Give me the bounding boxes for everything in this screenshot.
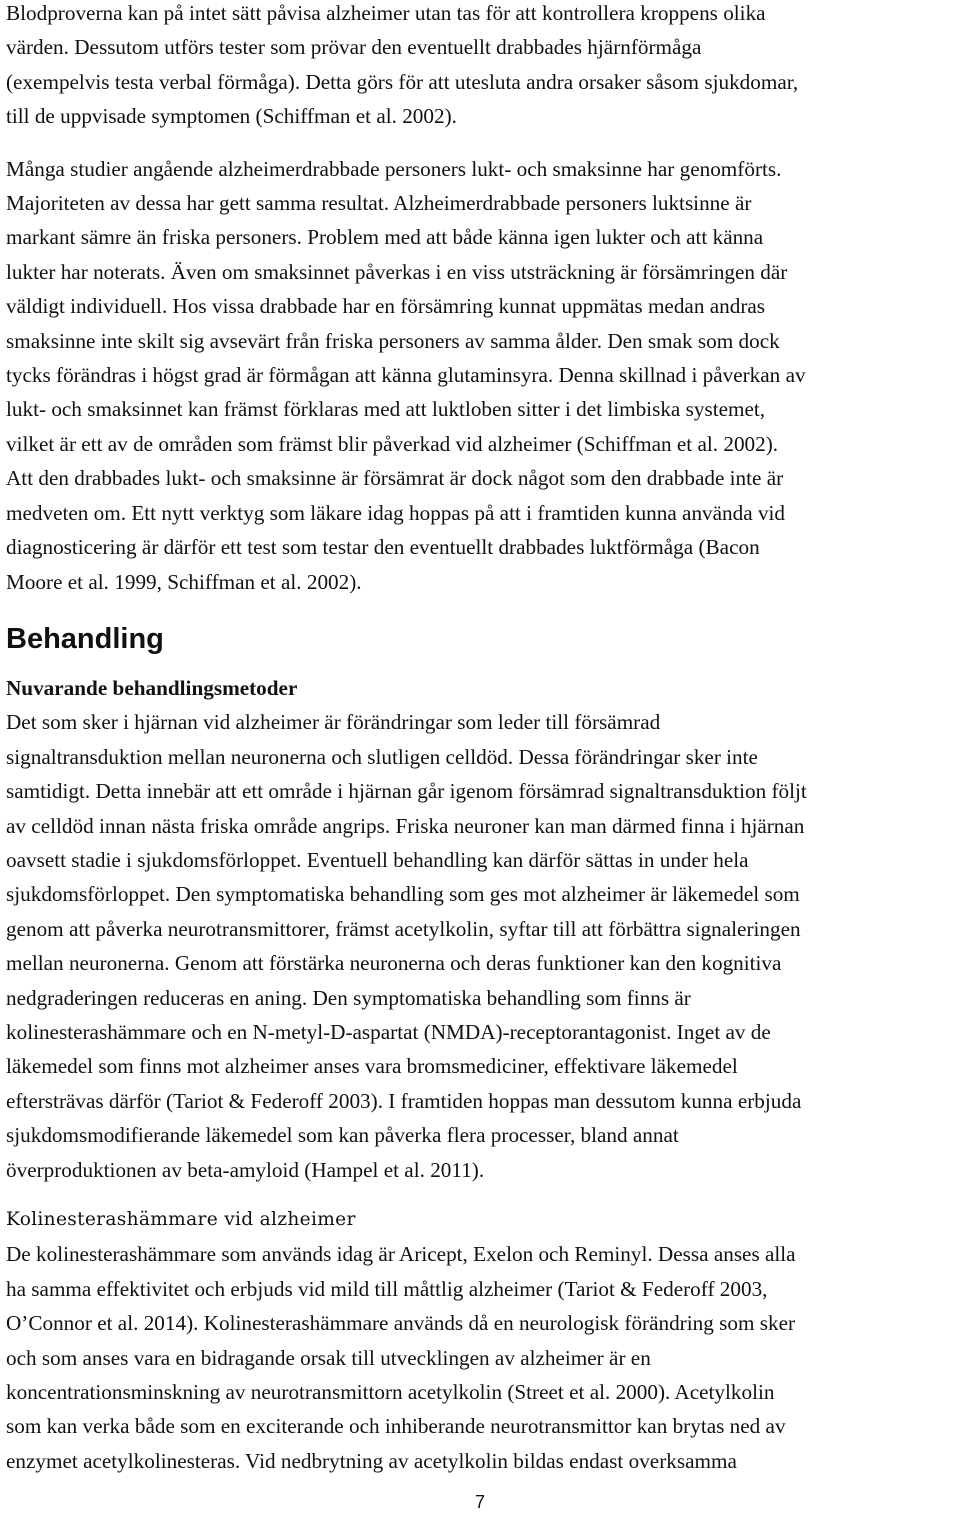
text-line: vilket är ett av de områden som främst blir påverkad vid alzheimer (Schiffman et al. 2002). [6,431,779,456]
text-line: som kan verka både som en exciterande och inhiberande neurotransmittor kan brytas ned av [6,1414,786,1439]
text-line: genom att påverka neurotransmittorer, främst acetylkolin, syftar till att förbättra signaleringen [6,916,801,941]
section-heading: Behandling [6,622,164,655]
text-line: lukt- och smaksinnet kan främst förklaras med att luktloben sitter i det limbiska systemet, [6,397,766,422]
page-number: 7 [474,1492,485,1512]
text-line: läkemedel som finns mot alzheimer anses vara bromsmediciner, effektivare läkemedel [6,1054,738,1079]
text-line: Majoriteten av dessa har gett samma resultat. Alzheimerdrabbade personers luktsinne är [6,191,752,216]
text-line: De kolinesterashämmare som används idag är Aricept, Exelon och Reminyl. Dessa anses alla [6,1242,796,1267]
text-line: eftersträvas därför (Tariot & Federoff 2003). I framtiden hoppas man dessutom kunna erbjuda [6,1088,802,1113]
current-methods-paragraph [6,705,956,1187]
text-line: oavsett stadie i sjukdomsförloppet. Eventuell behandling kan därför sättas in under hela [6,847,749,872]
text-line: kolinesterashämmare och en N-metyl-D-aspartat (NMDA)-receptorantagonist. Inget av de [6,1019,771,1044]
text-line: väldigt individuell. Hos vissa drabbade har en försämring kunnat uppmätas medan andras [6,294,766,319]
text-line: ha samma effektivitet och erbjuds vid mild till måttlig alzheimer (Tariot & Federoff 2003, [6,1276,768,1301]
text-line: Blodproverna kan på intet sätt påvisa alzheimer utan tas för att kontrollera kroppens olika [6,1,766,25]
text-line: lukter har noterats. Även om smaksinnet påverkas i en viss utsträckning är försämringen där [6,259,788,284]
intro-paragraph [6,0,956,134]
text-line: markant sämre än friska personers. Problem med att både känna igen lukter och att känna [6,225,764,250]
text-line: enzymet acetylkolinesteras. Vid nedbrytning av acetylkolin bildas endast overksamma [6,1448,737,1473]
text-line: överproduktionen av beta-amyloid (Hampel et al. 2011). [6,1157,485,1182]
text-line: Det som sker i hjärnan vid alzheimer är förändringar som leder till försämrad [6,710,661,735]
text-line: och som anses vara en bidragande orsak till utvecklingen av alzheimer är en [6,1345,651,1370]
smell-taste-paragraph [6,152,956,599]
text-line: tycks förändras i högst grad är förmågan att känna glutaminsyra. Denna skillnad i påverkan av [6,363,806,388]
text-line: till de uppvisade symptomen (Schiffman et al. 2002). [6,104,457,129]
text-line: Många studier angående alzheimerdrabbade personers lukt- och smaksinne har genomförts. [6,156,782,181]
subsubsection-heading: Kolinesterashämmare vid alzheimer [6,1209,356,1230]
text-line: mellan neuronerna. Genom att förstärka neuronerna och deras funktioner kan den kognitiva [6,951,782,976]
text-line: sjukdomsmodifierande läkemedel som kan påverka flera processer, bland annat [6,1123,679,1148]
document-page [6,0,956,1478]
text-line: signaltransduktion mellan neuronerna och slutligen celldöd. Dessa förändringar sker inte [6,744,758,769]
text-line: värden. Dessutom utförs tester som prövar den eventuellt drabbades hjärnförmåga [6,35,702,60]
text-line: medveten om. Ett nytt verktyg som läkare idag hoppas på att i framtiden kunna använda vid [6,500,786,525]
text-line: O’Connor et al. 2014). Kolinesterashämmare används då en neurologisk förändring som sker [6,1311,796,1336]
paragraph-spacer [6,134,956,152]
text-line: sjukdomsförloppet. Den symptomatiska behandling som ges mot alzheimer är läkemedel som [6,882,800,907]
text-line: Moore et al. 1999, Schiffman et al. 2002). [6,569,362,594]
text-line: samtidigt. Detta innebär att ett område i hjärnan går igenom försämrad signaltransduktion följt [6,779,807,804]
text-line: nedgraderingen reduceras en aning. Den symptomatiska behandling som finns är [6,985,691,1010]
cholinesterase-paragraph [6,1237,956,1478]
text-line: Att den drabbades lukt- och smaksinne är försämrat är dock något som den drabbade inte är [6,466,784,491]
subsection-heading: Nuvarande behandlingsmetoder [6,675,298,700]
text-line: diagnosticering är därför ett test som testar den eventuellt drabbades luktförmåga (Bacon [6,535,760,560]
text-line: (exempelvis testa verbal förmåga). Detta görs för att utesluta andra orsaker såsom sjukdomar, [6,69,799,94]
text-line: smaksinne inte skilt sig avsevärt från friska personers av samma ålder. Den smak som dock [6,328,780,353]
text-line: koncentrationsminskning av neurotransmittorn acetylkolin (Street et al. 2000). Acetylkolin [6,1380,775,1405]
text-line: av celldöd innan nästa friska område angrips. Friska neuroner kan man därmed finna i hjärnan [6,813,805,838]
